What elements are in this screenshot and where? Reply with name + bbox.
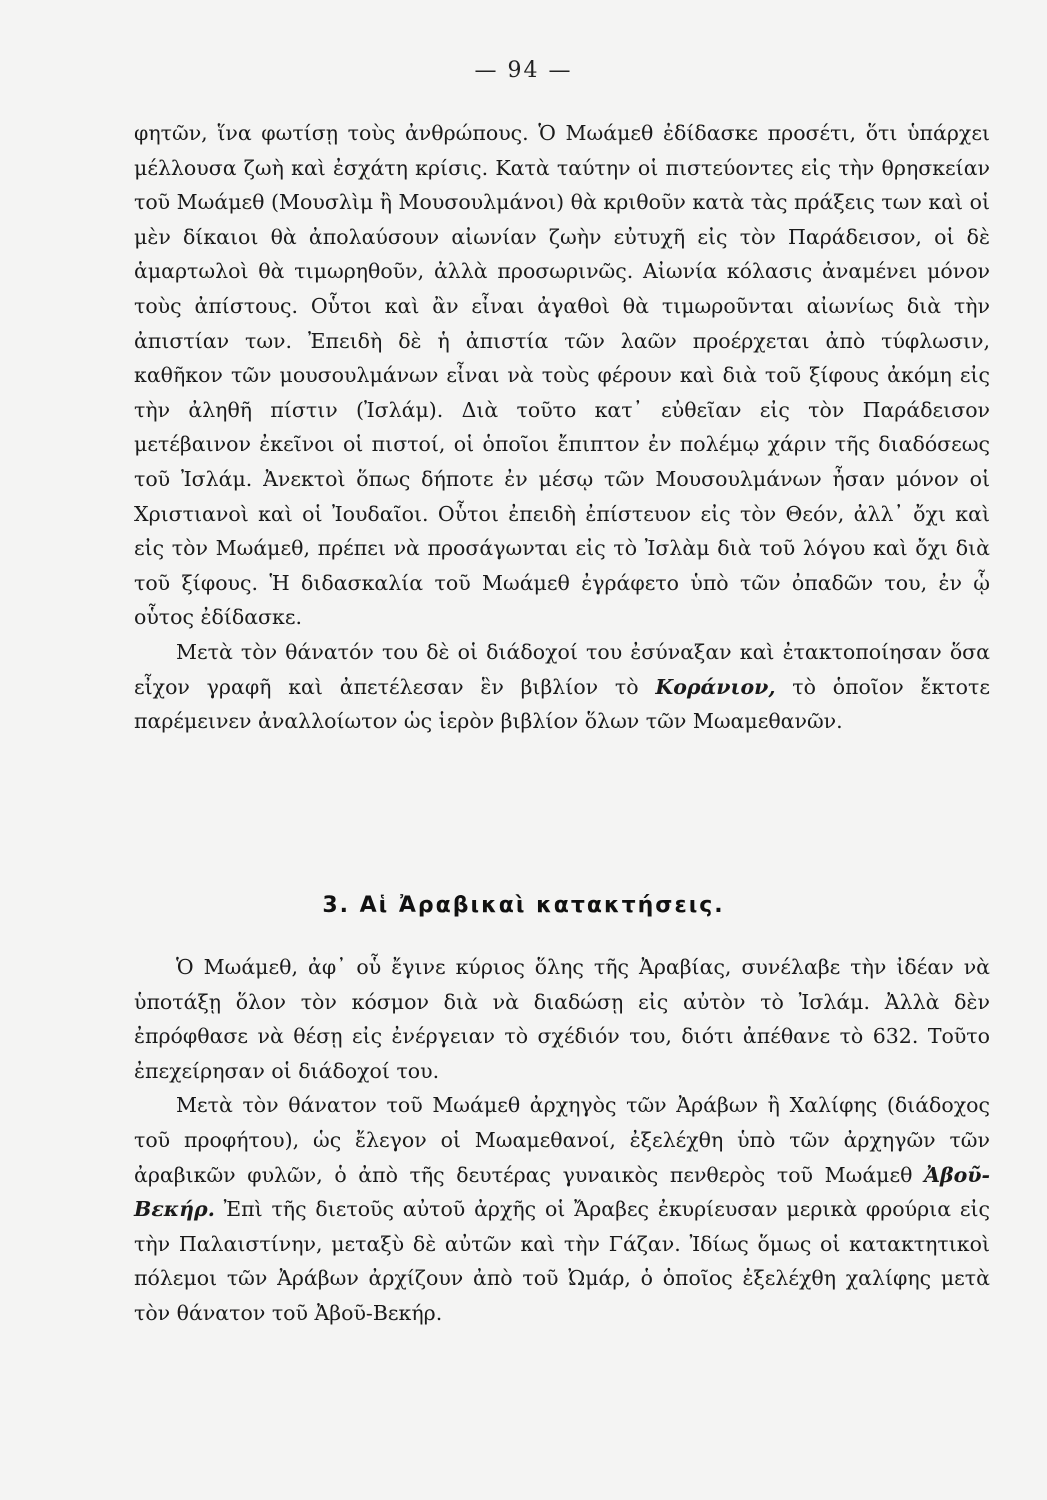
paragraph-text: Μετὰ τὸν θάνατον τοῦ Μωάμεθ ἀρχηγὸς τῶν Ἀράβων ἢ Χαλίφης (διάδοχος τοῦ προφήτου), ὡς ἔλεγον οἱ Μωαμεθανοί, ἐξελέχθη ὑπὸ τῶν ἀρχηγῶν τῶν ἀραβικῶν φυλῶν, ὁ ἀπὸ τῆς δευτέρας γυναικὸς πενθερὸς τοῦ Μωάμεθ <box>134 1093 990 1187</box>
page-number: — 94 — <box>474 58 573 83</box>
body-text-before-heading <box>134 116 990 739</box>
paragraph <box>134 1088 990 1330</box>
paragraph-text: Ἐπὶ τῆς διετοῦς αὐτοῦ ἀρχῆς οἱ Ἄραβες ἐκυρίευσαν μερικὰ φρούρια εἰς τὴν Παλαιστίνην, μεταξὺ δὲ αὐτῶν καὶ τὴν Γάζαν. Ἰδίως ὅμως οἱ κατακτητικοὶ πόλεμοι τῶν Ἀράβων ἀρχίζουν ἀπὸ τοῦ Ὠμάρ, ὁ ὁποῖος ἐξελέχθη χαλίφης μετὰ τὸν θάνατον τοῦ Ἀβοῦ-Βεκήρ. <box>134 1197 990 1325</box>
emphasized-term: Ἀβοῦ-Βεκήρ. <box>134 1162 990 1222</box>
body-text-after-heading <box>134 950 990 1331</box>
paragraph: Ὁ Μωάμεθ, ἀφ᾿ οὗ ἔγινε κύριος ὅλης τῆς Ἀραβίας, συνέλαβε τὴν ἰδέαν νὰ ὑποτάξῃ ὅλον τὸν κόσμον διὰ νὰ διαδώσῃ εἰς αὐτὸν τὸ Ἰσλάμ. Ἀλλὰ δὲν ἐπρόφθασε νὰ θέσῃ εἰς ἐνέργειαν τὸ σχέδιόν του, διότι ἀπέθανε τὸ 632. Τοῦτο ἐπεχείρησαν οἱ διάδοχοί του. <box>134 955 990 1083</box>
paragraph-text: τὸ ὁποῖον ἔκτοτε παρέμεινεν ἀναλλοίωτον ὡς ἱερὸν βιβλίον ὅλων τῶν Μωαμεθανῶν. <box>134 674 990 734</box>
paragraph <box>134 635 990 739</box>
section-heading: 3. Αἱ Ἀραβικαὶ κατακτήσεις. <box>322 893 725 918</box>
emphasized-term: Κοράνιον, <box>655 674 776 699</box>
paragraph-text: Μετὰ τὸν θάνατόν του δὲ οἱ διάδοχοί του ἐσύναξαν καὶ ἐτακτοποίησαν ὅσα εἶχον γραφῆ καὶ ἀπετέλεσαν ἓν βιβλίον τὸ <box>134 639 990 699</box>
paragraph: φητῶν, ἵνα φωτίσῃ τοὺς ἀνθρώπους. Ὁ Μωάμεθ ἐδίδασκε προσέτι, ὅτι ὑπάρχει μέλλουσα ζωὴ καὶ ἐσχάτη κρίσις. Κατὰ ταύτην οἱ πιστεύοντες εἰς τὴν θρησκείαν τοῦ Μωάμεθ (Μουσλὶμ ἢ Μουσουλμάνοι) θὰ κριθοῦν κατὰ τὰς πράξεις των καὶ οἱ μὲν δίκαιοι θὰ ἀπολαύσουν αἰωνίαν ζωὴν εὐτυχῆ εἰς τὸν Παράδεισον, οἱ δὲ ἁμαρτωλοὶ θὰ τιμωρηθοῦν, ἀλλὰ προσωρινῶς. Αἰωνία κόλασις ἀναμένει μόνον τοὺς ἀπίστους. Οὗτοι καὶ ἂν εἶναι ἀγαθοὶ θὰ τιμωροῦνται αἰωνίως διὰ τὴν ἀπιστίαν των. Ἐπειδὴ δὲ ἡ ἀπιστία τῶν λαῶν προέρχεται ἀπὸ τύφλωσιν, καθῆκον τῶν μουσουλμάνων εἶναι νὰ τοὺς φέρουν καὶ διὰ τοῦ ξίφους ἀκόμη εἰς τὴν ἀληθῆ πίστιν (Ἰσλάμ). Διὰ τοῦτο κατ᾿ εὐθεῖαν εἰς τὸν Παράδεισον μετέβαινον ἐκεῖνοι οἱ πιστοί, οἱ ὁποῖοι ἔπιπτον ἐν πολέμῳ χάριν τῆς διαδόσεως τοῦ Ἰσλάμ. Ἀνεκτοὶ ὅπως δήποτε ἐν μέσῳ τῶν Μουσουλμάνων ἦσαν μόνον οἱ Χριστιανοὶ καὶ οἱ Ἰουδαῖοι. Οὗτοι ἐπειδὴ ἐπίστευον εἰς τὸν Θεόν, ἀλλ᾿ ὄχι καὶ εἰς τὸν Μωάμεθ, πρέπει νὰ προσάγωνται εἰς τὸ Ἰσλὰμ διὰ τοῦ λόγου καὶ ὄχι διὰ τοῦ ξίφους. Ἡ διδασκαλία τοῦ Μωάμεθ ἐγράφετο ὑπὸ τῶν ὀπαδῶν του, ἐν ᾧ οὗτος ἐδίδασκε. <box>134 121 990 630</box>
